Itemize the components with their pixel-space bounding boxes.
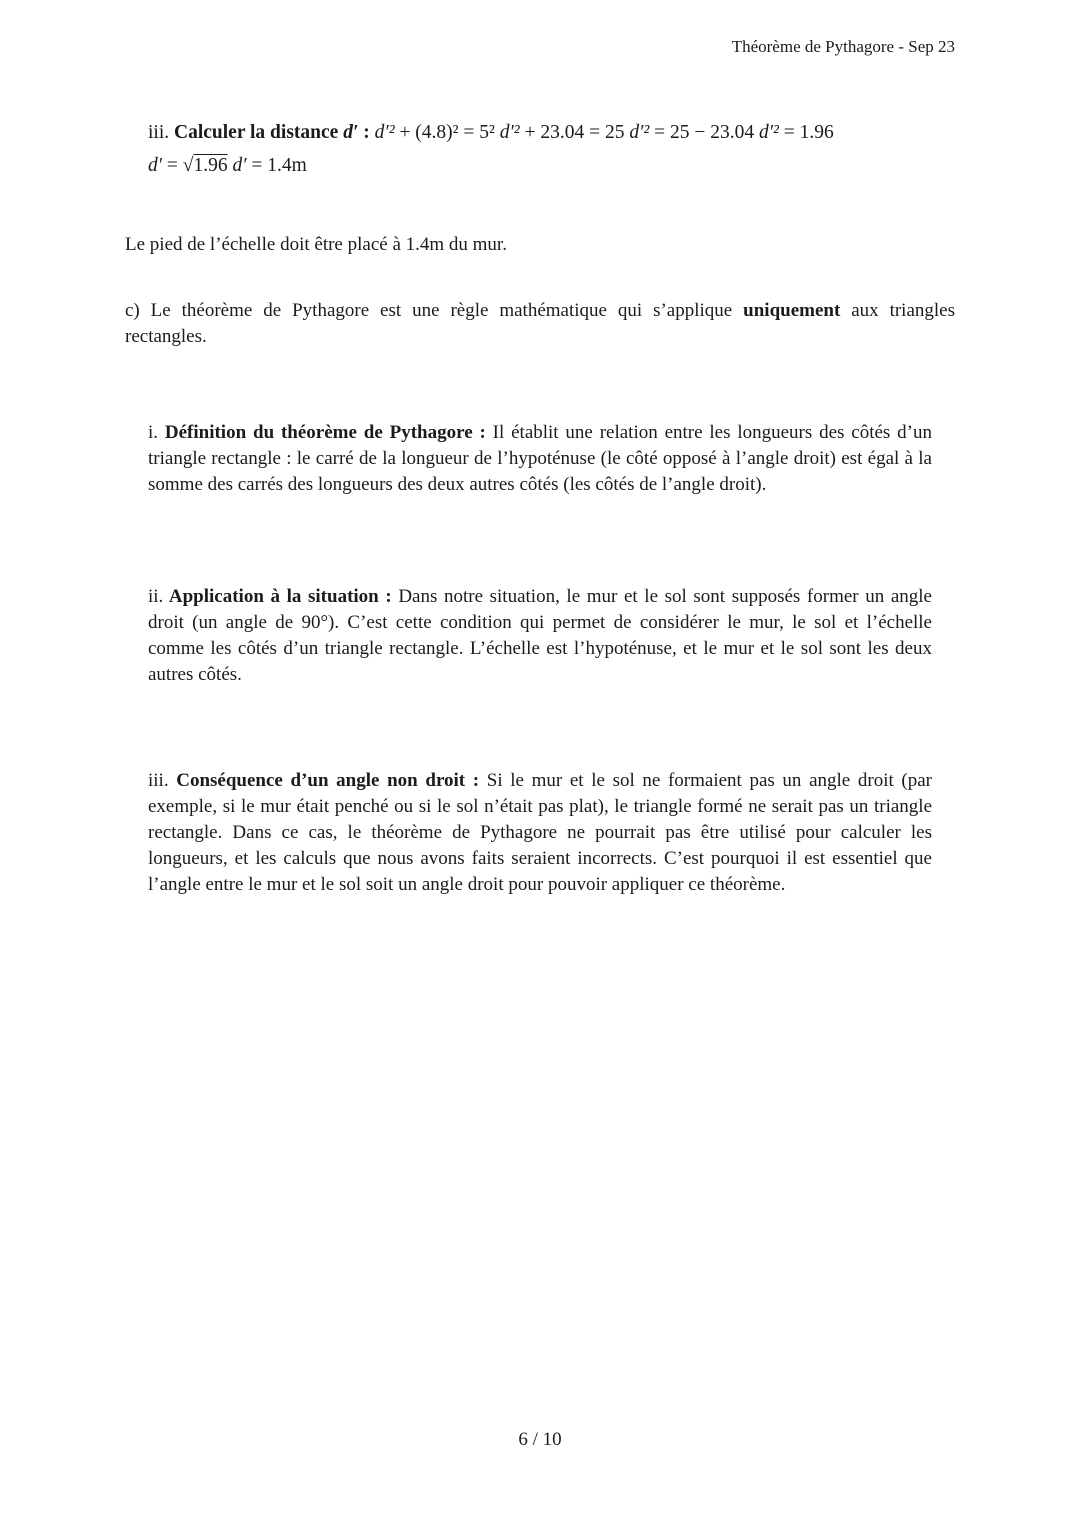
page-number: 6 / 10 — [518, 1429, 562, 1450]
math-label-variable: d′ — [343, 122, 359, 143]
math-equals: = — [162, 155, 183, 176]
page-header — [125, 36, 955, 58]
list-item-consequence — [148, 768, 932, 898]
math-label-colon: : — [358, 122, 375, 143]
item-marker: iii. — [148, 122, 170, 143]
math-operators: + (4.8)² = 5² — [394, 122, 500, 143]
question-c-rest: aux triangles rectangles. — [125, 300, 955, 347]
question-c-intro: c) Le théorème de Pythagore est une règle mathématique qui s’applique — [125, 300, 744, 321]
math-var: d′ — [227, 155, 247, 176]
item-body: Si le mur et le sol ne formaient pas un angle droit (par exemple, si le mur était penché ou si le sol n’était pas plat), le triangle formé ne serait pas un triangle rectangle. Dans ce cas, le théorème de Pythagore ne pourrait pas être utilisé pour calculer les longueurs, et les calculs que nous avons faits seraient incorrects. C’est pourquoi il est essentiel que l’angle entre le mur et le sol soit un angle droit pour pouvoir appliquer ce théorème. — [148, 770, 932, 895]
math-operators: = 25 − 23.04 — [649, 122, 759, 143]
item-title: Application à la situation : — [163, 586, 392, 607]
item-title: Définition du théorème de Pythagore : — [158, 422, 486, 443]
item-body: Dans notre situation, le mur et le sol sont supposés former un angle droit (un angle de 90°). C’est cette condition qui permet de considérer le mur, le sol et l’échelle comme les côtés d’un triangle rectangle. L’échelle est l’hypoténuse, et le mur et le sol sont les deux autres côtés. — [148, 586, 932, 685]
math-operators: = 1.96 — [778, 122, 834, 143]
list-item-application — [148, 584, 932, 688]
square-root-radicand: 1.96 — [193, 155, 228, 176]
math-line-1 — [148, 116, 932, 149]
math-var: d′² — [499, 122, 520, 143]
item-marker: ii. — [148, 586, 164, 607]
math-var: d′² — [374, 122, 395, 143]
math-var: d′ — [148, 155, 163, 176]
math-label: Calculer la distance — [169, 122, 344, 143]
math-solution-block — [148, 116, 932, 182]
math-var: d′² — [629, 122, 650, 143]
conclusion-text: Le pied de l’échelle doit être placé à 1.4m du mur. — [125, 234, 507, 255]
header-title: Théorème de Pythagore - Sep 23 — [731, 37, 955, 56]
square-root-sign: √ — [182, 155, 194, 176]
list-item-definition — [148, 420, 932, 498]
conclusion-paragraph — [125, 232, 955, 258]
item-marker: iii. — [148, 770, 169, 791]
math-var: d′² — [758, 122, 779, 143]
item-marker: i. — [148, 422, 159, 443]
page-footer — [0, 1428, 1080, 1452]
item-title: Conséquence d’un angle non droit : — [168, 770, 480, 791]
page-content — [125, 58, 955, 917]
item-body: Il établit une relation entre les longueurs des côtés d’un triangle rectangle : le carré de la longueur de l’hypoténuse (le côté opposé à l’angle droit) est égal à la somme des carrés des longueurs des deux autres côtés (les côtés de l’angle droit). — [148, 422, 932, 495]
math-result: = 1.4m — [246, 155, 307, 176]
question-c-paragraph — [125, 298, 955, 350]
question-c-emphasis: uniquement — [743, 300, 841, 321]
math-operators: + 23.04 = 25 — [519, 122, 630, 143]
math-line-2 — [148, 149, 932, 182]
